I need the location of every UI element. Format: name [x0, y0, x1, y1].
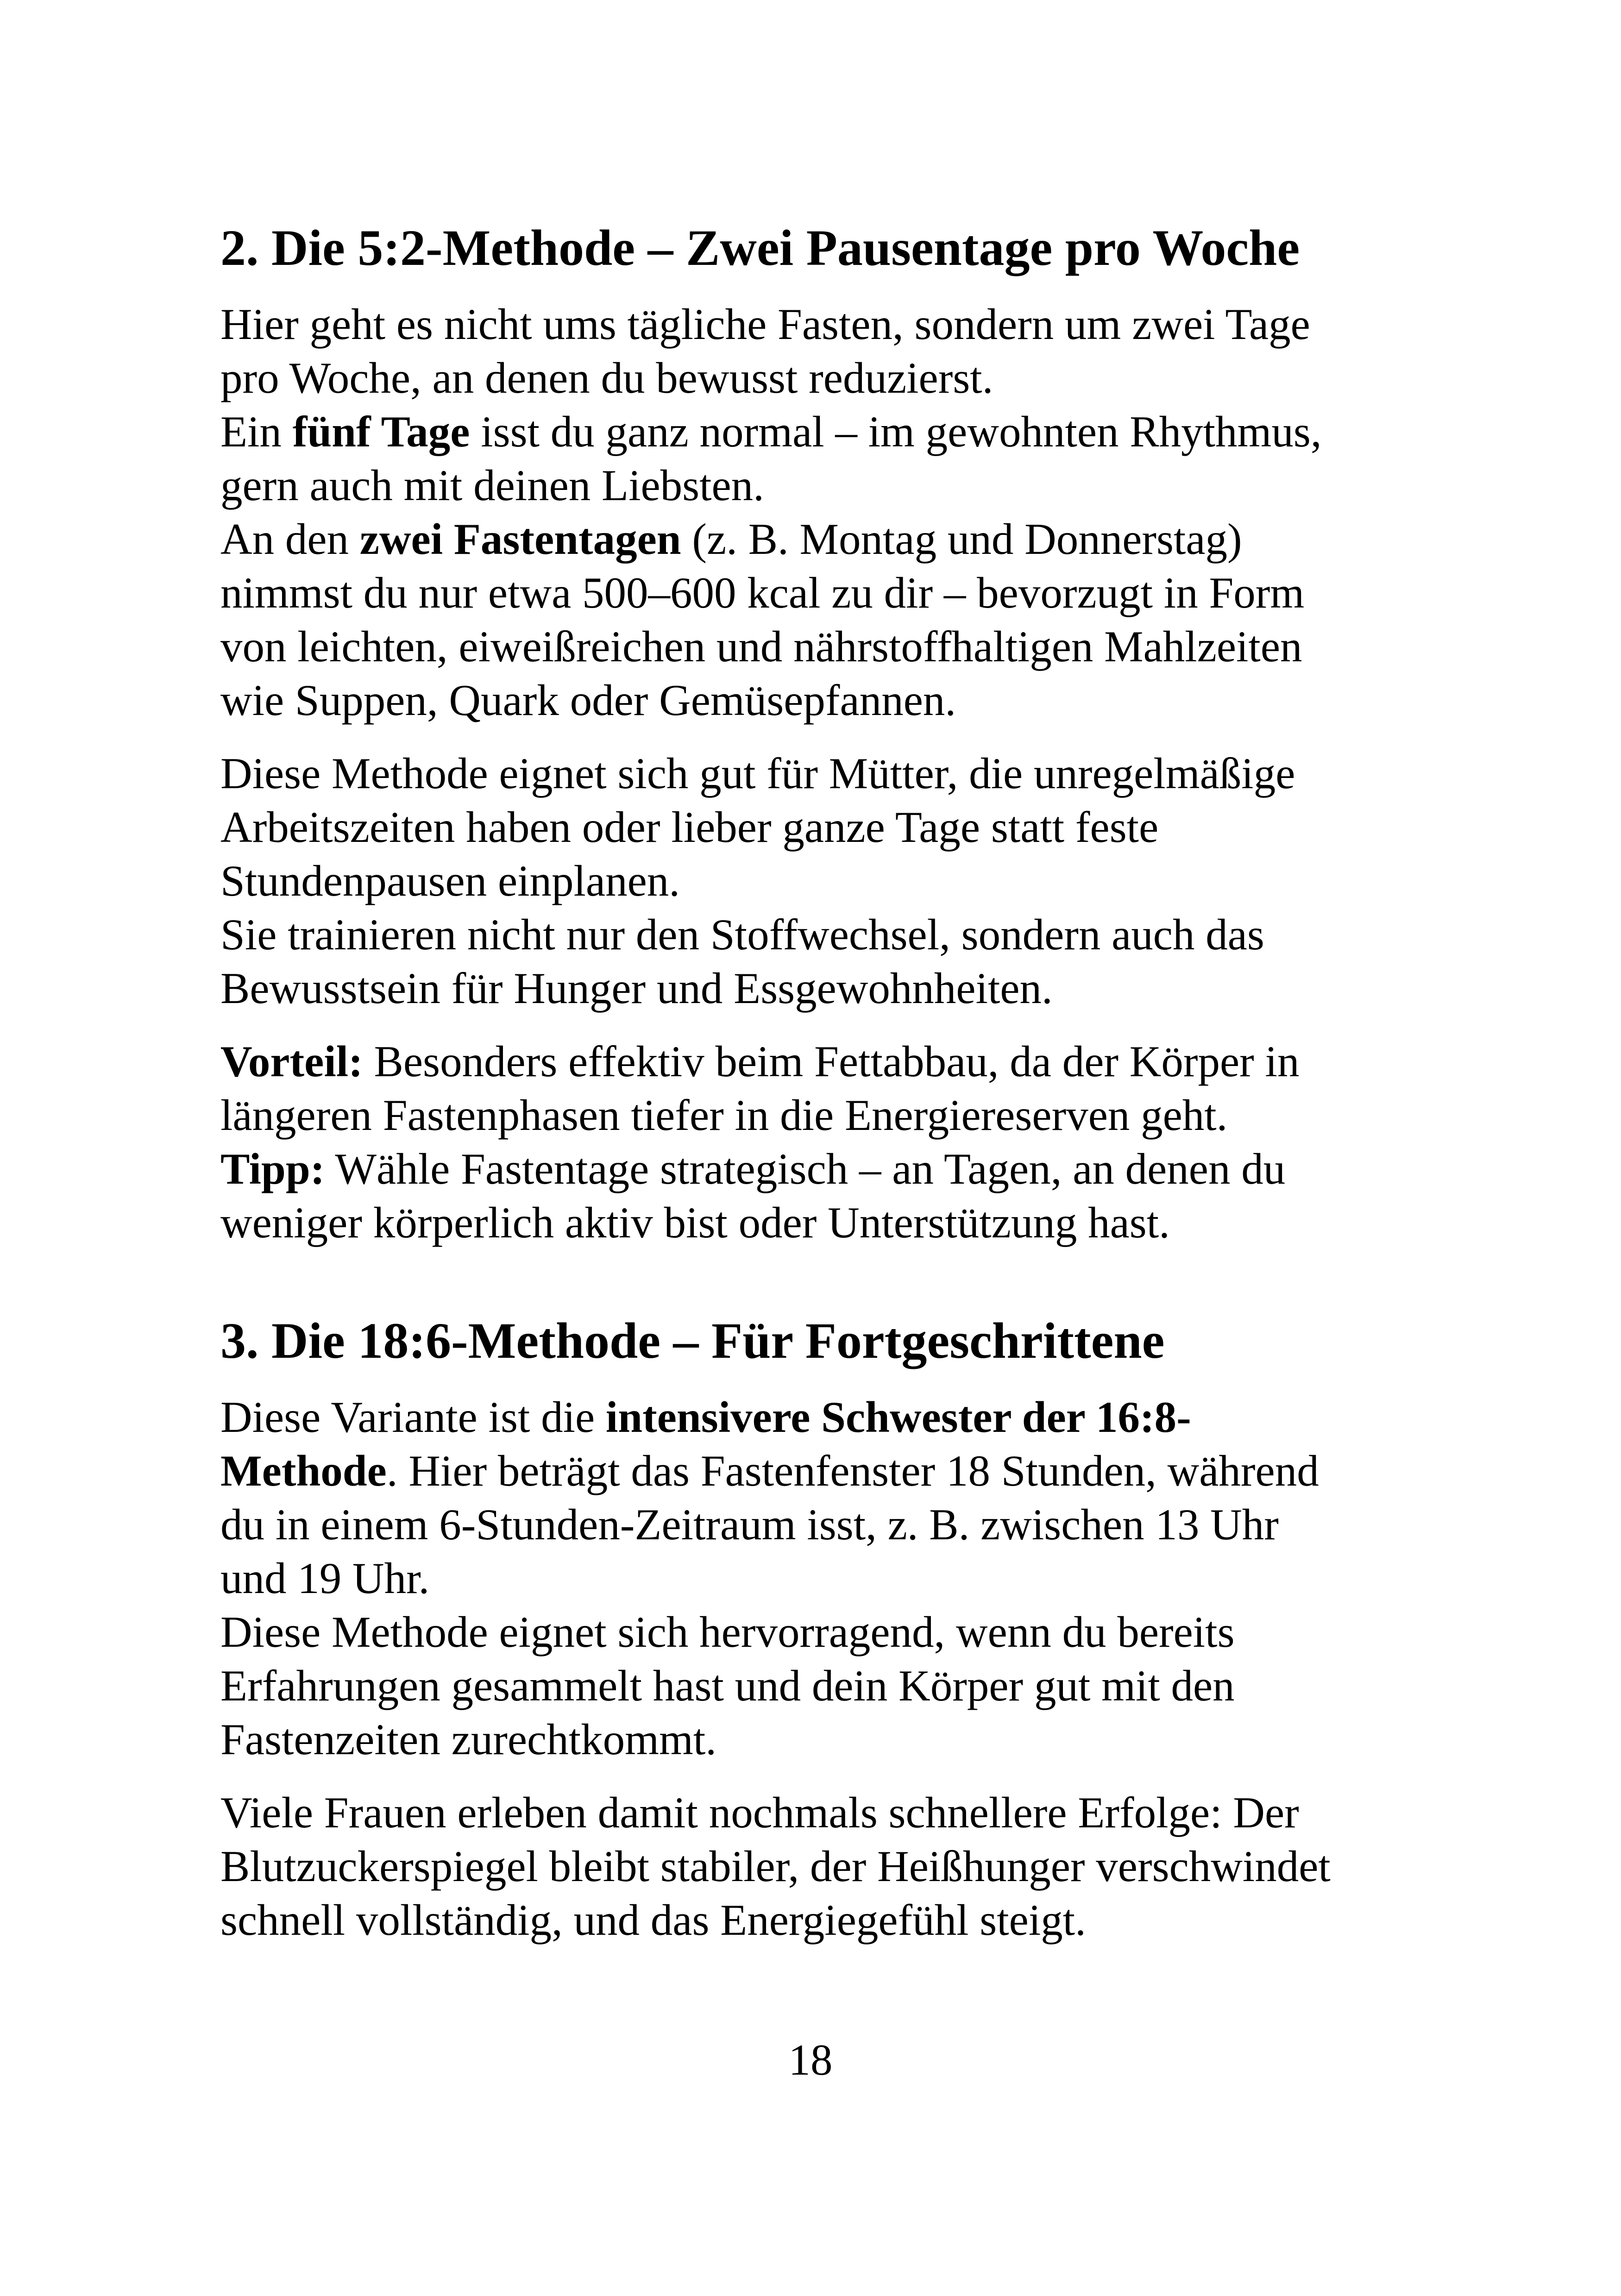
page-content	[220, 218, 1415, 1947]
text-line	[220, 620, 1415, 673]
text-line	[220, 747, 1415, 800]
sections-container	[220, 218, 1415, 1947]
text-line	[220, 351, 1415, 405]
text-line	[220, 1088, 1415, 1142]
text-run: schnell vollständig, und das Energiegefühl steigt.	[220, 1895, 1086, 1945]
text-run: Ein	[220, 407, 293, 456]
paragraph	[220, 747, 1415, 1015]
text-line	[220, 1035, 1415, 1088]
text-run: Erfahrungen gesammelt hast und dein Körper gut mit den	[220, 1661, 1235, 1710]
text-line	[220, 1786, 1415, 1839]
paragraph	[220, 1786, 1415, 1947]
text-run: Diese Variante ist die	[220, 1393, 606, 1442]
text-run: . Hier beträgt das Fastenfenster 18 Stunden, während	[386, 1446, 1319, 1495]
text-run: Bewusstsein für Hunger und Essgewohnheiten.	[220, 964, 1053, 1013]
text-line	[220, 1713, 1415, 1766]
text-run: du in einem 6-Stunden-Zeitraum isst, z. B. zwischen 13 Uhr	[220, 1500, 1279, 1549]
section-heading: 2. Die 5:2-Methode – Zwei Pausentage pro Woche	[220, 220, 1300, 276]
text-line	[220, 1390, 1415, 1444]
paragraph	[220, 1390, 1415, 1766]
text-line	[220, 1551, 1415, 1605]
bold-text: Methode	[220, 1446, 387, 1495]
text-line	[220, 1498, 1415, 1551]
bold-text: Tipp:	[220, 1144, 325, 1193]
text-run: Viele Frauen erleben damit nochmals schnellere Erfolge: Der	[220, 1788, 1299, 1837]
text-line	[220, 297, 1415, 351]
text-line	[220, 800, 1415, 854]
text-run: Besonders effektiv beim Fettabbau, da der Körper in	[363, 1037, 1300, 1086]
section-heading: 3. Die 18:6-Methode – Für Fortgeschrittene	[220, 1312, 1165, 1369]
section-2	[220, 1311, 1415, 1947]
text-run: Blutzuckerspiegel bleibt stabiler, der Heißhunger verschwindet	[220, 1842, 1331, 1891]
text-line	[220, 512, 1415, 566]
text-run: Sie trainieren nicht nur den Stoffwechsel, sondern auch das	[220, 910, 1264, 959]
text-line	[220, 1659, 1415, 1713]
text-run: und 19 Uhr.	[220, 1554, 430, 1603]
text-run: Wähle Fastentage strategisch – an Tagen, an denen du	[325, 1144, 1286, 1193]
section-1	[220, 218, 1415, 1249]
text-run: pro Woche, an denen du bewusst reduzierst.	[220, 353, 993, 402]
text-run: isst du ganz normal – im gewohnten Rhythmus,	[470, 407, 1322, 456]
bold-text: fünf Tage	[292, 407, 470, 456]
text-line	[220, 1605, 1415, 1659]
text-run: (z. B. Montag und Donnerstag)	[681, 514, 1242, 564]
text-run: längeren Fastenphasen tiefer in die Energiereserven geht.	[220, 1091, 1228, 1140]
text-line	[220, 1142, 1415, 1196]
text-run: Diese Methode eignet sich gut für Mütter, die unregelmäßige	[220, 749, 1295, 798]
paragraph	[220, 297, 1415, 727]
text-line	[220, 1893, 1415, 1947]
text-line	[220, 673, 1415, 727]
text-line	[220, 854, 1415, 908]
bold-text: intensivere Schwester der 16:8-	[605, 1393, 1191, 1442]
text-run: An den	[220, 514, 360, 564]
text-line	[220, 908, 1415, 961]
text-line	[220, 405, 1415, 458]
text-run: Arbeitszeiten haben oder lieber ganze Tage statt feste	[220, 803, 1159, 852]
text-run: weniger körperlich aktiv bist oder Unterstützung hast.	[220, 1198, 1170, 1247]
text-run: Hier geht es nicht ums tägliche Fasten, sondern um zwei Tage	[220, 300, 1310, 349]
text-line	[220, 961, 1415, 1015]
text-line	[220, 1839, 1415, 1893]
text-run: von leichten, eiweißreichen und nährstoffhaltigen Mahlzeiten	[220, 622, 1302, 671]
page-number: 18	[788, 2035, 833, 2084]
text-line	[220, 1196, 1415, 1249]
text-run: nimmst du nur etwa 500–600 kcal zu dir – bevorzugt in Form	[220, 568, 1305, 617]
paragraph	[220, 1035, 1415, 1249]
text-line	[220, 1444, 1415, 1498]
text-run: wie Suppen, Quark oder Gemüsepfannen.	[220, 676, 956, 725]
bold-text: Vorteil:	[220, 1037, 363, 1086]
text-run: Stundenpausen einplanen.	[220, 856, 680, 905]
text-run: Diese Methode eignet sich hervorragend, wenn du bereits	[220, 1607, 1235, 1656]
text-run: Fastenzeiten zurechtkommt.	[220, 1715, 717, 1764]
bold-text: zwei Fastentagen	[359, 514, 681, 564]
text-line	[220, 458, 1415, 512]
text-line	[220, 566, 1415, 620]
text-run: gern auch mit deinen Liebsten.	[220, 461, 764, 510]
